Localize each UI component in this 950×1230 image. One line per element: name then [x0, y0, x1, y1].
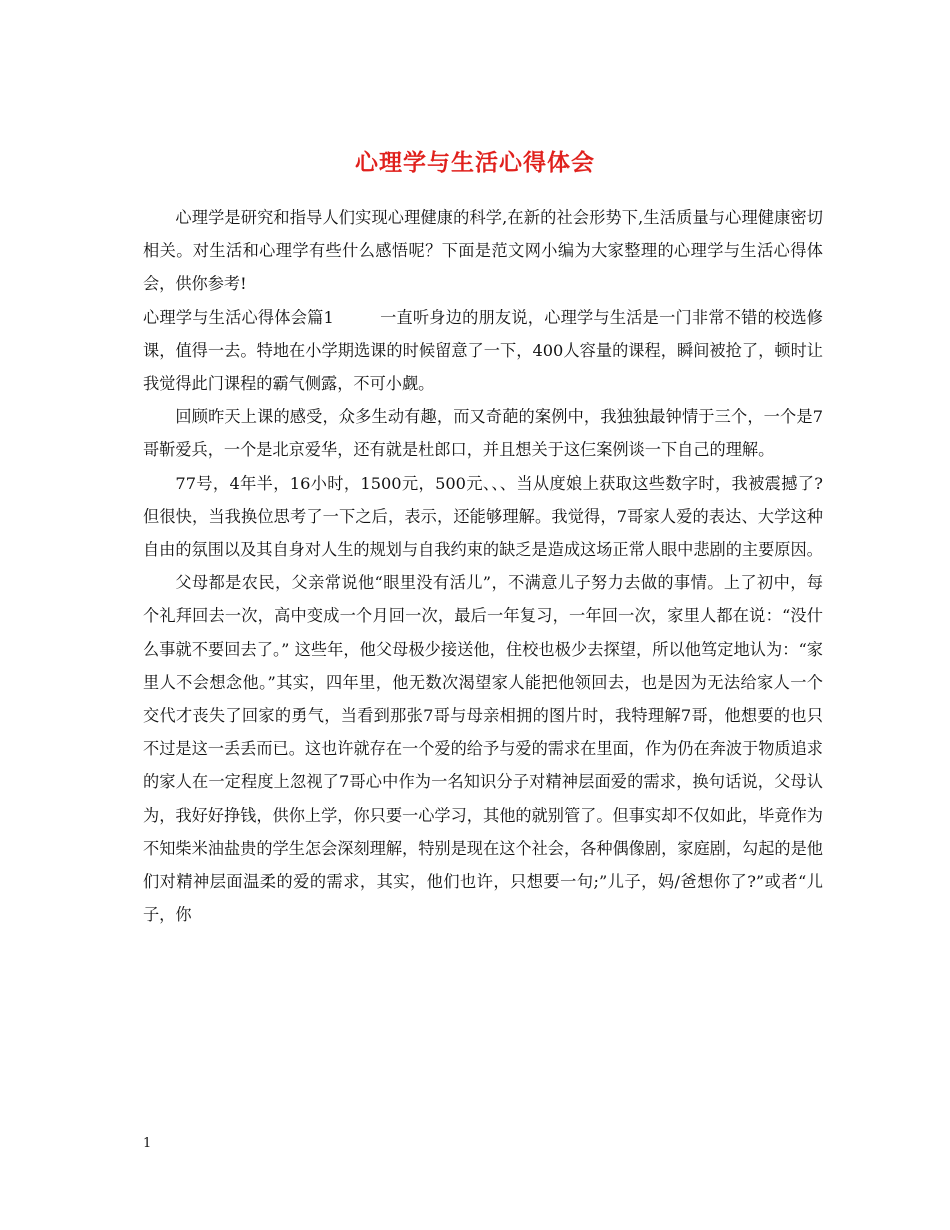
section-heading: 心理学与生活心得体会篇1 [143, 307, 334, 327]
paragraph-numbers: 77号，4年半，16小时，1500元，500元、、、当从度娘上获取这些数字时，我被震撼了?但很快，当我换位思考了一下之后，表示，还能够理解。我觉得，7哥家人爱的表达、大学这种自由的氛围以及其自身对人生的规划与自我约束的缺乏是造成这场正常人眼中悲剧的主要原因。 [143, 473, 823, 560]
intro-paragraph: 心理学是研究和指导人们实现心理健康的科学,在新的社会形势下,生活质量与心理健康密切相关。对生活和心理学有些什么感悟呢？下面是范文网小编为大家整理的心理学与生活心得体会，供你参考! [143, 208, 823, 294]
paragraph-review: 回顾昨天上课的感受，众多生动有趣，而又奇葩的案例中，我独独最钟情于三个，一个是7哥靳爱兵，一个是北京爱华，还有就是杜郎口，并且想关于这仨案例谈一下自己的理解。 [143, 407, 823, 460]
document-title: 心理学与生活心得体会 [355, 149, 595, 177]
page-number: 1 [143, 1136, 152, 1151]
document-body [143, 201, 823, 931]
section-paragraph [143, 301, 823, 401]
paragraph-parents: 父母都是农民，父亲常说他“眼里没有活儿”，不满意儿子努力去做的事情。上了初中，每个礼拜回去一次，高中变成一个月回一次，最后一年复习，一年回一次，家里人都在说：“没什么事就不要回去了。” 这些年，他父母极少接送他，住校也极少去探望，所以他笃定地认为：“家里人不会想念他。”其实，四年里，他无数次渴望家人能把他领回去，也是因为无法给家人一个交代才丧失了回家的勇气，当看到那张7哥与母亲相拥的图片时，我特理解7哥，他想要的也只不过是这一丢丢而已。这也许就存在一个爱的给予与爱的需求在里面，作为仍在奔波于物质追求的家人在一定程度上忽视了7哥心中作为一名知识分子对精神层面爱的需求，换句话说，父母认为，我好好挣钱，供你上学，你只要一心学习，其他的就别管了。但事实却不仅如此，毕竟作为不知柴米油盐贵的学生怎会深刻理解，特别是现在这个社会，各种偶像剧，家庭剧，勾起的是他们对精神层面温柔的爱的需求，其实，他们也许，只想要一句;”儿子，妈/爸想你了?”或者“儿子，你 [143, 573, 823, 925]
section-text: 一直听身边的朋友说，心理学与生活是一门非常不错的校选修课，值得一去。特地在小学期选课的时候留意了一下，400人容量的课程，瞬间被抢了，顿时让我觉得此门课程的霸气侧露，不可小觑。 [143, 307, 823, 394]
